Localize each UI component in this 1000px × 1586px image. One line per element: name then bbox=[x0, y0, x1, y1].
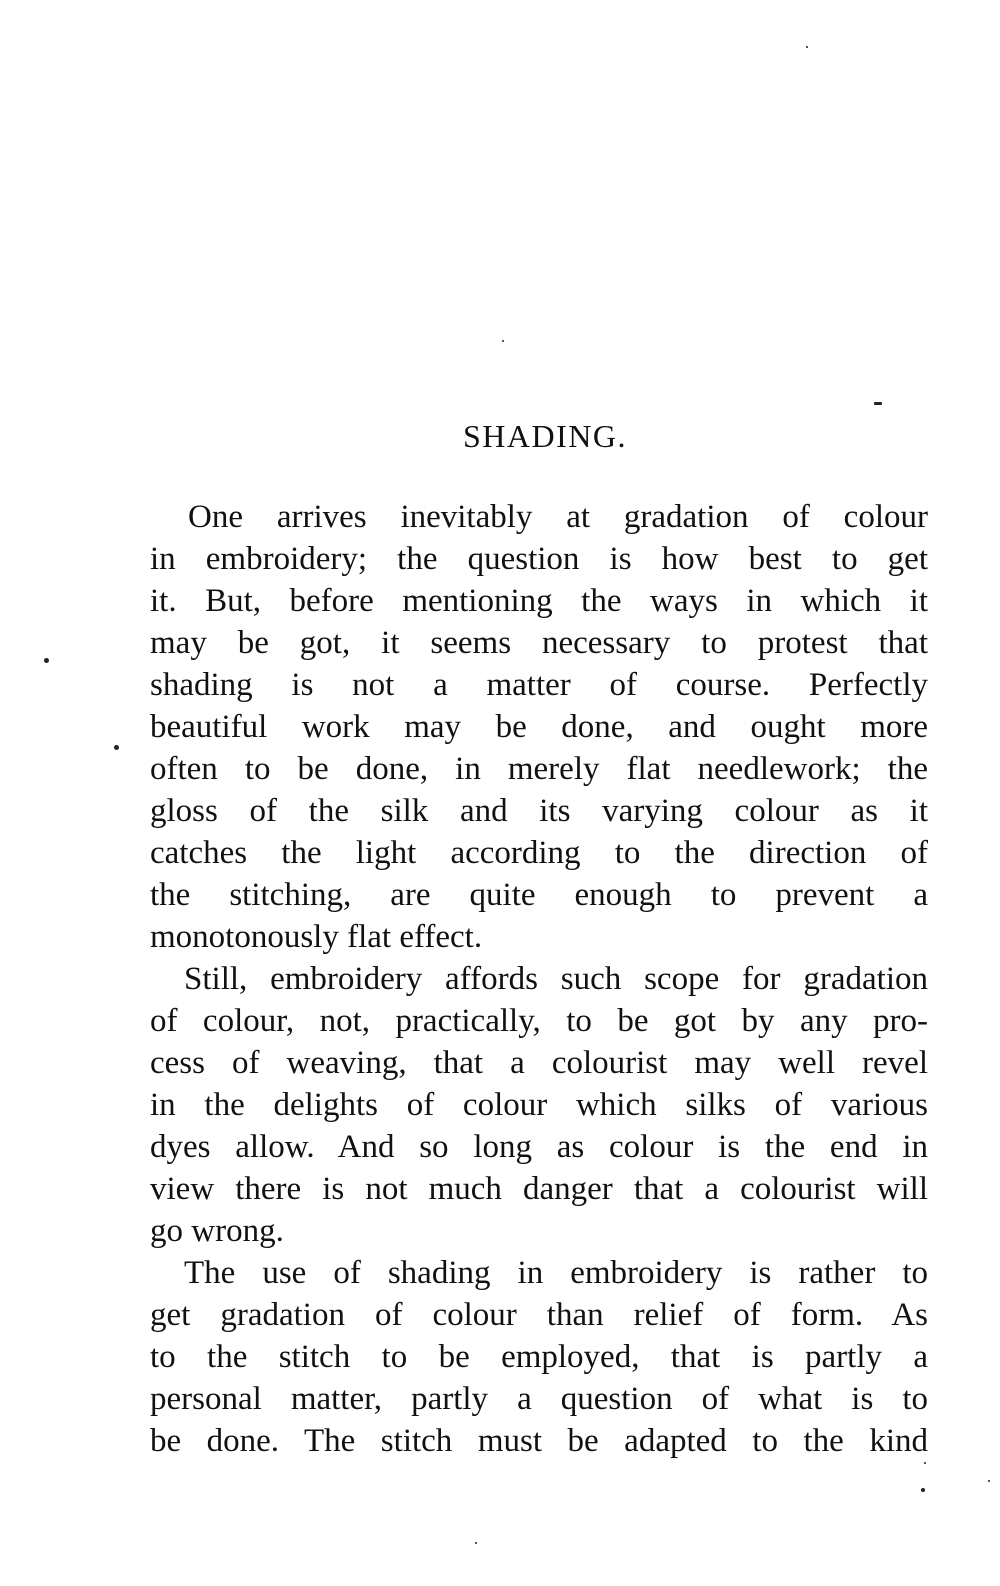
text-line: get gradation of colour than relief of form. As bbox=[150, 1297, 928, 1333]
scan-speck bbox=[475, 1542, 477, 1544]
text-line: the stitching, are quite enough to prevent a bbox=[150, 877, 928, 913]
scan-speck bbox=[806, 46, 808, 48]
text-line: Still, embroidery affords such scope for gradation bbox=[184, 961, 928, 997]
text-line: view there is not much danger that a colourist will bbox=[150, 1171, 928, 1207]
text-line: in embroidery; the question is how best to get bbox=[150, 541, 928, 577]
scan-speck bbox=[874, 402, 882, 405]
text-line: it. But, before mentioning the ways in which it bbox=[150, 583, 928, 619]
scan-speck bbox=[924, 1462, 926, 1464]
text-line: often to be done, in merely flat needlework; the bbox=[150, 751, 928, 787]
text-line: catches the light according to the direction of bbox=[150, 835, 928, 871]
text-line: of colour, not, practically, to be got by any pro- bbox=[150, 1003, 928, 1039]
text-line: personal matter, partly a question of what is to bbox=[150, 1381, 928, 1417]
scan-speck bbox=[114, 745, 119, 750]
text-line: One arrives inevitably at gradation of colour bbox=[188, 499, 928, 535]
body-text bbox=[150, 496, 928, 1462]
text-line: may be got, it seems necessary to protest that bbox=[150, 625, 928, 661]
text-line: beautiful work may be done, and ought more bbox=[150, 709, 928, 745]
text-line: in the delights of colour which silks of various bbox=[150, 1087, 928, 1123]
scan-speck bbox=[44, 658, 49, 663]
text-line: shading is not a matter of course. Perfectly bbox=[150, 667, 928, 703]
text-line: The use of shading in embroidery is rather to bbox=[184, 1255, 928, 1291]
chapter-heading: SHADING. bbox=[463, 418, 627, 454]
text-line: gloss of the silk and its varying colour as it bbox=[150, 793, 928, 829]
text-line: be done. The stitch must be adapted to the kind bbox=[150, 1423, 928, 1459]
scan-speck bbox=[502, 340, 504, 342]
text-line: monotonously flat effect. bbox=[150, 919, 483, 955]
text-line: cess of weaving, that a colourist may well revel bbox=[150, 1045, 928, 1081]
text-line: dyes allow. And so long as colour is the end in bbox=[150, 1129, 928, 1165]
text-line: to the stitch to be employed, that is partly a bbox=[150, 1339, 928, 1375]
scan-speck bbox=[988, 1480, 990, 1482]
text-line: go wrong. bbox=[150, 1213, 284, 1249]
scan-speck bbox=[921, 1488, 925, 1492]
